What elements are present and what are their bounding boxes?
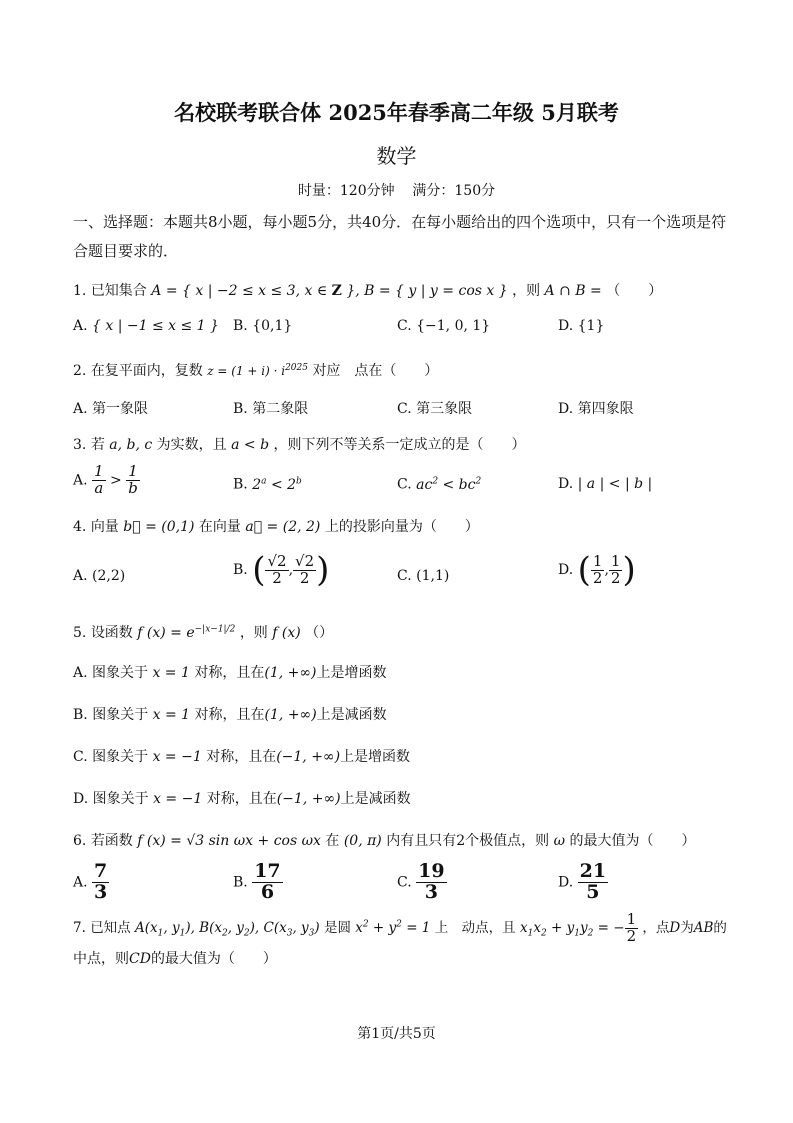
question-7-line2: 中点，则CD的最大值为（ ） <box>73 951 277 967</box>
option-3c: C. $ac^2 < bc^2$ <box>397 476 482 493</box>
option-6d: D. $\frac{21}{5}$ <box>558 860 607 903</box>
exam-title: 名校联考联合体 2025年春季高二年级 5月联考 <box>174 100 619 125</box>
page-footer: 第1页/共5页 <box>357 1026 436 1042</box>
subject-title: 数学 <box>376 144 417 168</box>
option-5a: A. 图象关于 x = 1 对称，且在(1, +∞)上是增函数 <box>73 665 387 681</box>
option-6b: B. $\frac{17}{6}$ <box>233 860 281 903</box>
question-7: 7. 已知点 $A(x_1$, $y_1$), $B(x_2$, $y_2$), $C(x_3$, $y_3$) 是圆 $x^2 + y^2 = 1$ 上 动点，且 $x_1x_2 + y_1y_2$ = − $\frac{1}{2}$ ，点D为AB的 <box>73 910 727 945</box>
section-intro: 一、选择题：本题共8小题，每小题5分，共40分．在每小题给出的四个选项中，只有一个选项是符合题目要求的． <box>73 213 727 260</box>
option-4a: A. (2,2) <box>73 568 126 584</box>
question-6: 6. 若函数 f (x) = √3 sin ωx + cos ωx 在 (0, π) 内有且只有2个极值点，则 ω 的最大值为（ ） <box>73 833 696 849</box>
option-3d: D. | a | < | b | <box>558 476 653 492</box>
option-4c: C. (1,1) <box>397 568 450 584</box>
option-1a: A. { x | −1 ≤ x ≤ 1 } <box>73 318 219 334</box>
option-4d: D. ( $\frac{1}{2}$ , $\frac{1}{2}$ ) <box>558 550 636 590</box>
question-1: 1. 已知集合 A = { x | −2 ≤ x ≤ 3, x ∈ Z }, B = { y | y = cos x } ，则 A ∩ B = （ ） <box>73 283 663 299</box>
question-4: 4. 向量 b⃗ = (0,1) 在向量 a⃗ = (2, 2) 上的投影向量为（ ） <box>73 519 479 535</box>
option-5c: C. 图象关于 x = −1 对称，且在(−1, +∞)上是增函数 <box>73 749 411 765</box>
exam-meta: 时量：120分钟 满分：150分 <box>297 183 496 199</box>
question-3: 3. 若 a, b, c 为实数，且 a < b ，则下列不等关系一定成立的是（ ） <box>73 437 526 453</box>
option-6a: A. $\frac{7}{3}$ <box>73 860 108 903</box>
option-3a: A. $\frac{1}{a}$ > $\frac{1}{b}$ <box>73 462 138 497</box>
option-5d: D. 图象关于 x = −1 对称，且在(−1, +∞)上是减函数 <box>73 791 411 807</box>
question-5: 5. 设函数 f $(x) = e^{-|x-1|/2}$ ，则 f (x) （） <box>73 624 334 641</box>
option-2d: D. 第四象限 <box>558 401 634 417</box>
option-2b: B. 第二象限 <box>233 401 309 417</box>
option-2c: C. 第三象限 <box>397 401 473 417</box>
option-6c: C. $\frac{19}{3}$ <box>397 860 445 903</box>
option-2a: A. 第一象限 <box>73 401 149 417</box>
set-a-formula: A = { x | −2 ≤ x ≤ 3, x ∈ Z }, B = { y | y = cos x } <box>151 283 508 299</box>
option-4b: B. ( $\frac{√2}{2}$ , $\frac{√2}{2}$ ) <box>233 550 330 590</box>
option-3b: B. $2^a < 2^b$ <box>233 476 302 493</box>
option-1b: B. {0,1} <box>233 318 293 334</box>
option-1d: D. {1} <box>558 318 605 334</box>
option-1c: C. {−1, 0, 1} <box>397 318 491 334</box>
question-2: 2. 在复平面内，复数 $z = (1 + i) \cdot i^{2025}$ 对应 点在（ ） <box>73 363 439 379</box>
option-5b: B. 图象关于 x = 1 对称，且在(1, +∞)上是减函数 <box>73 707 387 723</box>
